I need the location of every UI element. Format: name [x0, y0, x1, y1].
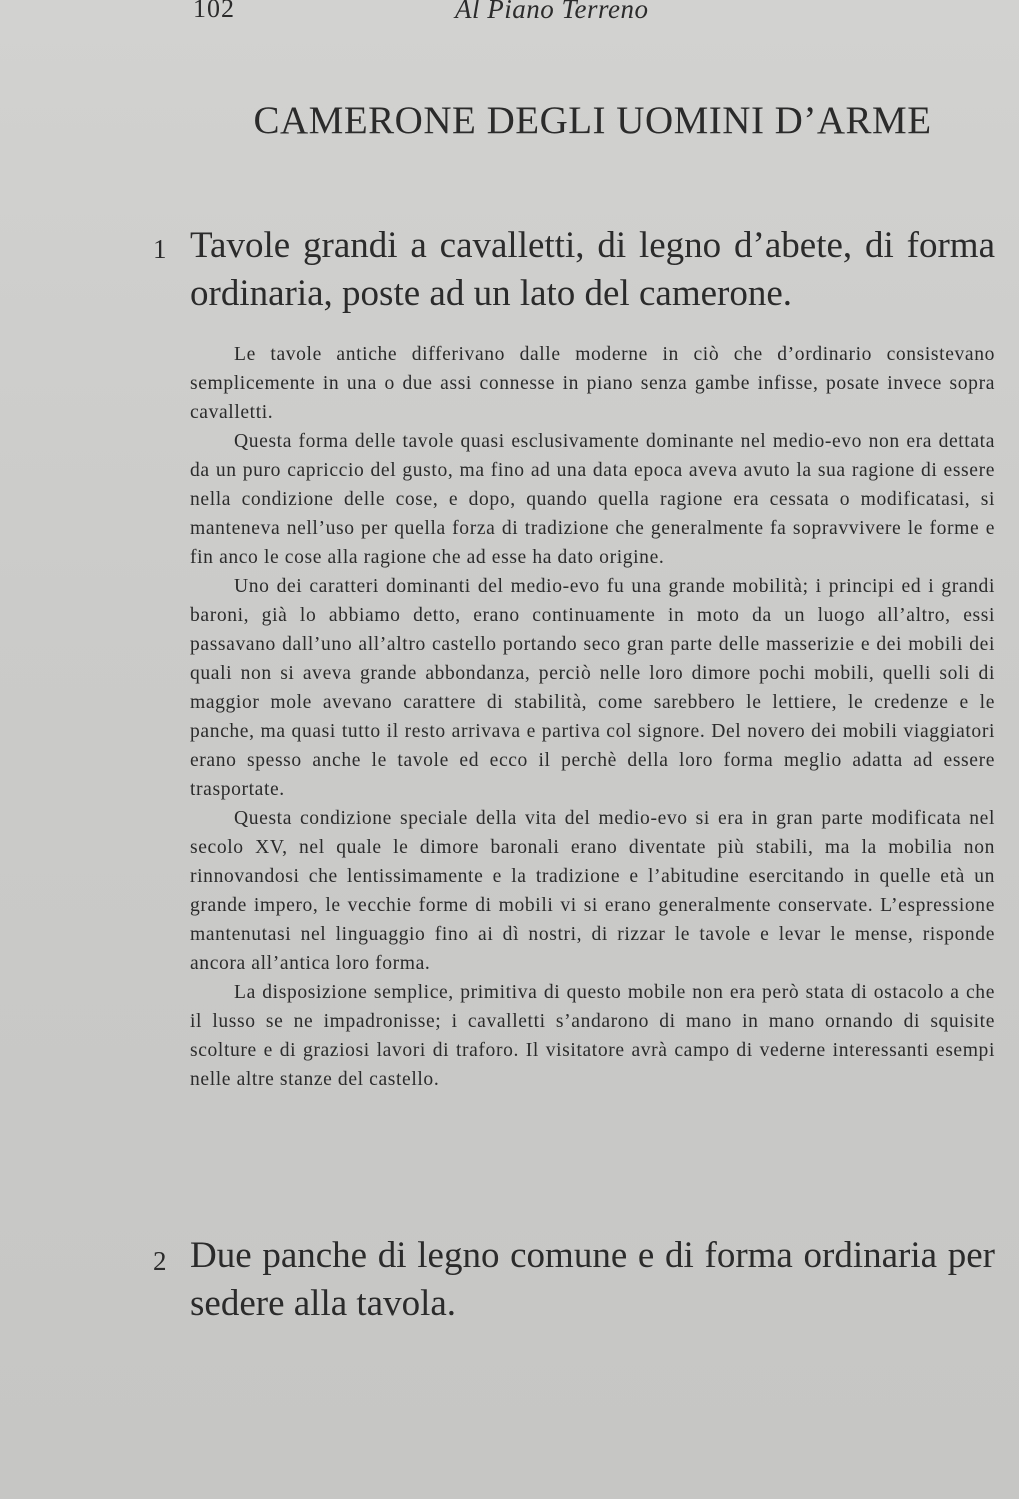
entry-heading: Due panche di legno comune e di forma ordinaria per sedere alla tavola.: [190, 1235, 995, 1324]
running-title: Al Piano Terreno: [455, 0, 649, 24]
entry-number: 2: [153, 1246, 167, 1276]
paragraph: Questa condizione speciale della vita del medio-evo si era in gran parte modificata nel secolo XV, nel quale le dimore baronali erano diventate più stabili, ma la mobilia non rinnovandosi che lentissimamente e la tradizione e l’abitudine esercitando in quelle età un grande impero, le vecchie forme di mobili vi si erano generalmente conservate. L’espressione mantenutasi nel linguaggio fino ai dì nostri, di rizzar le tavole e levar le mense, risponde ancora all’antica loro forma.: [190, 808, 995, 974]
paragraph: Le tavole antiche differivano dalle moderne in ciò che d’ordinario consistevano semplicemente in una o due assi connesse in piano senza gambe infisse, posate invece sopra cavalletti.: [190, 344, 995, 423]
entry-heading: Tavole grandi a cavalletti, di legno d’abete, di forma ordinaria, poste ad un lato del camerone.: [190, 225, 995, 314]
entry-number: 1: [153, 234, 167, 264]
section-title: CAMERONE DEGLI UOMINI D’ARME: [253, 99, 932, 142]
page-number: 102: [193, 0, 235, 23]
commentary: [190, 340, 995, 1094]
paragraph: Questa forma delle tavole quasi esclusivamente dominante nel medio-evo non era dettata da un puro capriccio del gusto, ma fino ad una data epoca aveva avuto la sua ragione di essere nella condizione delle cose, e dopo, quando quella ragione era cessata o modificatasi, si manteneva nell’uso per quella forza di tradizione che generalmente fa sopravvivere le forme e fin anco le cose alla ragione che ad esse ha dato origine.: [190, 431, 995, 568]
running-head: [0, 0, 1019, 30]
paragraph: Uno dei caratteri dominanti del medio-evo fu una grande mobilità; i principi ed i grandi baroni, già lo abbiamo detto, erano continuamente in moto da un luogo all’altro, essi passavano dall’uno all’altro castello portando seco gran parte delle masserizie e dei mobili dei quali non si aveva grande abbondanza, perciò nelle loro dimore pochi mobili, quelli soli di maggior mole avevano carattere di stabilità, come sarebbero le lettiere, le credenze e le panche, ma quasi tutto il resto arrivava e partiva col signore. Del novero dei mobili viaggiatori erano spesso anche le tavole ed ecco il perchè della loro forma meglio adatta ad essere trasportate.: [190, 576, 995, 800]
paragraph: La disposizione semplice, primitiva di questo mobile non era però stata di ostacolo a che il lusso se ne impadronisse; i cavalletti s’andarono di mano in mano ornando di squisite scolture e di graziosi lavori di traforo. Il visitatore avrà campo di vederne interessanti esempi nelle altre stanze del castello.: [190, 982, 995, 1090]
